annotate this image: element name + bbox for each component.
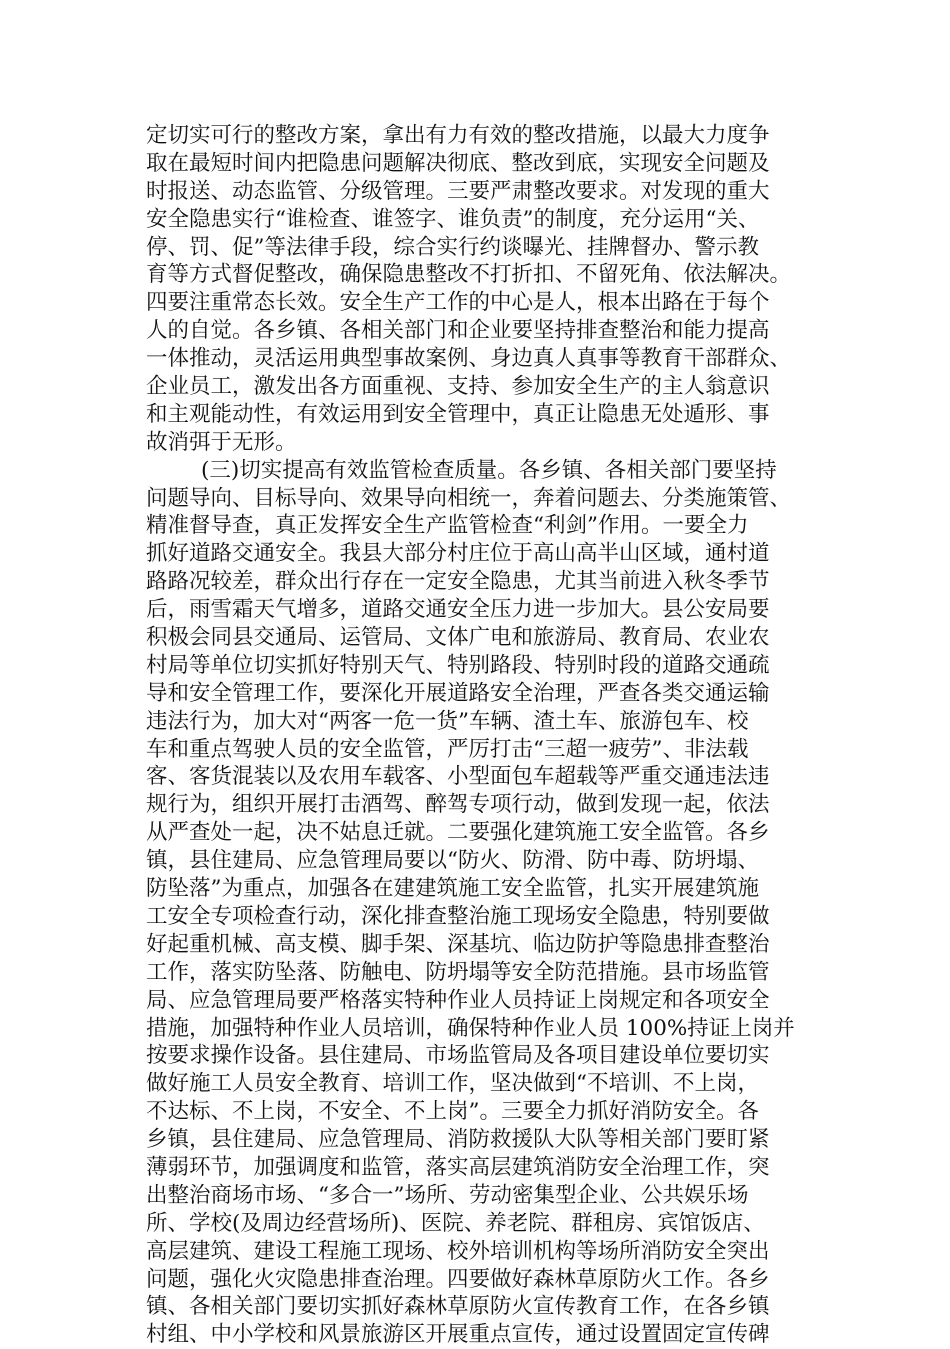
text-line: 时报送、动态监管、分级管理。三要严肃整改要求。对发现的重大 bbox=[146, 178, 770, 204]
text-line: 路路况较差，群众出行存在一定安全隐患，尤其当前进入秋冬季节 bbox=[146, 569, 770, 595]
text-line: 措施，加强特种作业人员培训，确保特种作业人员 100%持证上岗并 bbox=[146, 1015, 795, 1041]
text-line: 和主观能动性，有效运用到安全管理中，真正让隐患无处遁形、事 bbox=[146, 401, 770, 427]
text-line: 薄弱环节，加强调度和监管，落实高层建筑消防安全治理工作，突 bbox=[146, 1154, 770, 1180]
text-line: 做好施工人员安全教育、培训工作，坚决做到“不培训、不上岗， bbox=[146, 1071, 759, 1097]
text-line: 精准督导查，真正发挥安全生产监管检查“利剑”作用。一要全力 bbox=[146, 513, 749, 539]
text-line: 问题，强化火灾隐患排查治理。四要做好森林草原防火工作。各乡 bbox=[146, 1266, 770, 1292]
text-line: 镇、各相关部门要切实抓好森林草原防火宣传教育工作，在各乡镇 bbox=[146, 1294, 770, 1320]
text-line: 规行为，组织开展打击酒驾、醉驾专项行动，做到发现一起，依法 bbox=[146, 792, 770, 818]
text-line: 好起重机械、高支模、脚手架、深基坑、临边防护等隐患排查整治 bbox=[146, 931, 770, 957]
text-line: 积极会同县交通局、运管局、文体广电和旅游局、教育局、农业农 bbox=[146, 625, 770, 651]
text-line: 人的自觉。各乡镇、各相关部门和企业要坚持排查整治和能力提高 bbox=[146, 318, 770, 344]
text-line: 问题导向、目标导向、效果导向相统一，奔着问题去、分类施策管、 bbox=[146, 485, 792, 511]
section-heading-line: (三)切实提高有效监管检查质量。各乡镇、各相关部门要坚持 bbox=[201, 457, 777, 483]
text-line: 违法行为，加大对“两客一危一货”车辆、渣土车、旅游包车、校 bbox=[146, 708, 749, 734]
text-line: 所、学校(及周边经营场所)、医院、养老院、群租房、宾馆饭店、 bbox=[146, 1210, 765, 1236]
text-line: 工作，落实防坠落、防触电、防坍塌等安全防范措施。县市场监管 bbox=[146, 959, 770, 985]
text-line: 乡镇，县住建局、应急管理局、消防救援队大队等相关部门要盯紧 bbox=[146, 1127, 770, 1153]
text-line: 高层建筑、建设工程施工现场、校外培训机构等场所消防安全突出 bbox=[146, 1238, 770, 1264]
text-line: 村组、中小学校和风景旅游区开展重点宣传，通过设置固定宣传碑 bbox=[146, 1322, 770, 1348]
text-line: 停、罚、促”等法律手段，综合实行约谈曝光、挂牌督办、警示教 bbox=[146, 234, 759, 260]
text-line: 客、客货混装以及农用车载客、小型面包车超载等严重交通违法违 bbox=[146, 764, 770, 790]
text-line: 按要求操作设备。县住建局、市场监管局及各项目建设单位要切实 bbox=[146, 1043, 770, 1069]
text-line: 定切实可行的整改方案，拿出有力有效的整改措施，以最大力度争 bbox=[146, 123, 770, 148]
text-line: 导和安全管理工作，要深化开展道路安全治理，严查各类交通运输 bbox=[146, 680, 770, 706]
text-line: 镇，县住建局、应急管理局要以“防火、防滑、防中毒、防坍塌、 bbox=[146, 848, 759, 874]
text-line: 后，雨雪霜天气增多，道路交通安全压力进一步加大。县公安局要 bbox=[146, 597, 770, 623]
text-line: 出整治商场市场、“多合一”场所、劳动密集型企业、公共娱乐场 bbox=[146, 1182, 749, 1208]
text-line: 不达标、不上岗，不安全、不上岗”。三要全力抓好消防安全。各 bbox=[146, 1099, 759, 1125]
text-line: 故消弭于无形。 bbox=[146, 429, 297, 455]
body-text bbox=[146, 122, 806, 1349]
text-line: 从严查处一起，决不姑息迁就。二要强化建筑施工安全监管。各乡 bbox=[146, 820, 770, 846]
text-line: 抓好道路交通安全。我县大部分村庄位于高山高半山区域，通村道 bbox=[146, 541, 770, 567]
text-line: 村局等单位切实抓好特别天气、特别路段、特别时段的道路交通疏 bbox=[146, 652, 770, 678]
text-line: 四要注重常态长效。安全生产工作的中心是人，根本出路在于每个 bbox=[146, 290, 770, 316]
text-line: 车和重点驾驶人员的安全监管，严厉打击“三超一疲劳”、非法载 bbox=[146, 736, 749, 762]
text-line: 一体推动，灵活运用典型事故案例、身边真人真事等教育干部群众、 bbox=[146, 346, 792, 372]
text-line: 局、应急管理局要严格落实特种作业人员持证上岗规定和各项安全 bbox=[146, 987, 770, 1013]
text-line: 育等方式督促整改，确保隐患整改不打折扣、不留死角、依法解决。 bbox=[146, 262, 792, 288]
text-line: 防坠落”为重点，加强各在建建筑施工安全监管，扎实开展建筑施 bbox=[146, 876, 759, 902]
text-line: 企业员工，激发出各方面重视、支持、参加安全生产的主人翁意识 bbox=[146, 374, 770, 400]
text-line: 取在最短时间内把隐患问题解决彻底、整改到底，实现安全问题及 bbox=[146, 150, 770, 176]
text-line: 安全隐患实行“谁检查、谁签字、谁负责”的制度，充分运用“关、 bbox=[146, 206, 760, 232]
text-line: 工安全专项检查行动，深化排查整治施工现场安全隐患，特别要做 bbox=[146, 903, 770, 929]
